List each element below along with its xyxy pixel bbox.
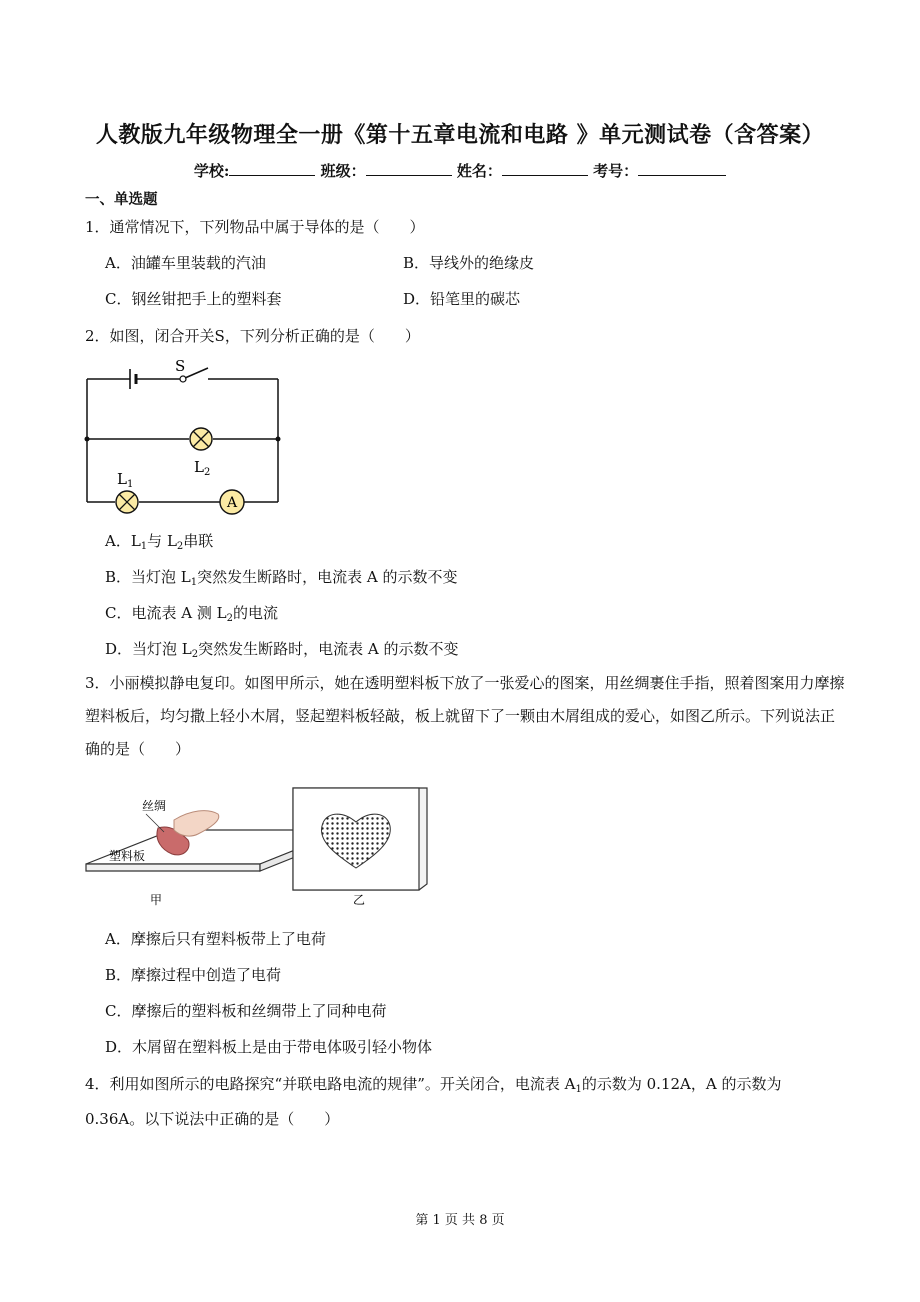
section-title: 一、单选题 — [85, 191, 158, 208]
switch-label: S — [175, 357, 186, 375]
document-title: 人教版九年级物理全一册《第十五章电流和电路 》单元测试卷（含答案） — [95, 122, 825, 148]
q3-figure — [80, 786, 430, 916]
lamp-l2-label: $L_2$ — [194, 458, 211, 478]
caption-jia: 甲 — [150, 893, 163, 907]
switch-blade — [185, 368, 208, 378]
q3-option-a: A．摩擦后只有塑料板带上了电荷 — [105, 930, 326, 948]
silk-label: 丝绸 — [142, 799, 167, 813]
lamp-l2 — [190, 428, 212, 450]
name-blank — [502, 161, 588, 176]
q1-option-a: A．油罐车里装载的汽油 — [105, 254, 266, 272]
q3-stem: 3．小丽模拟静电复印。如图甲所示，她在透明塑料板下放了一张爱心的图案，用丝绸裹住手指，照着图案用力摩擦塑料板后，均匀撒上轻小木屑，竖起塑料板轻敲，板上就留下了一颗由木屑组成的爱心，如图乙所示。下列说法正确的是（ ） — [85, 674, 845, 758]
exam-number-label: 考号： — [593, 162, 639, 180]
q4-stem-line1: 4．利用如图所示的电路探究“并联电路电流的规律”。开关闭合，电流表 $A_1$的示数为 0.12A，A 的示数为 — [85, 1075, 782, 1095]
lamp-l1 — [116, 491, 138, 513]
q1-option-d: D．铅笔里的碳芯 — [403, 290, 521, 308]
board-label: 塑料板 — [109, 849, 146, 863]
q2-option-a: A．$L_1$与 $L_2$串联 — [105, 532, 214, 552]
junction-left — [85, 437, 90, 442]
school-label: 学校: — [193, 162, 230, 180]
class-label: 班级： — [320, 162, 366, 180]
q2-option-c: C．电流表 A 测 $L_2$的电流 — [105, 604, 278, 624]
junction-right — [276, 437, 281, 442]
school-blank — [229, 161, 315, 176]
lamp-l1-label: $L_1$ — [117, 470, 134, 490]
ammeter-a — [220, 490, 244, 514]
exam-number-blank — [638, 161, 726, 176]
q3-option-b: B．摩擦过程中创造了电荷 — [105, 966, 282, 984]
student-info-line — [0, 160, 920, 181]
silk-pointer — [146, 814, 164, 832]
class-blank — [366, 161, 452, 176]
caption-yi: 乙 — [353, 893, 366, 907]
q2-option-b: B．当灯泡 $L_1$突然发生断路时，电流表 A 的示数不变 — [105, 568, 458, 588]
q2-stem: 2．如图，闭合开关S，下列分析正确的是（ ） — [85, 327, 420, 345]
q3-option-d: D．木屑留在塑料板上是由于带电体吸引轻小物体 — [105, 1038, 433, 1056]
q3-option-c: C．摩擦后的塑料板和丝绸带上了同种电荷 — [105, 1002, 387, 1020]
q1-stem: 1．通常情况下，下列物品中属于导体的是（ ） — [85, 218, 425, 236]
switch-pivot — [180, 376, 186, 382]
q2-circuit-diagram — [80, 352, 290, 522]
name-label: 姓名： — [456, 162, 502, 180]
q1-option-b: B．导线外的绝缘皮 — [403, 254, 535, 272]
q2-option-d: D．当灯泡 $L_2$突然发生断路时，电流表 A 的示数不变 — [105, 640, 459, 660]
svg-text:A: A — [226, 495, 238, 511]
page-footer: 第 1 页 共 8 页 — [415, 1213, 505, 1228]
q1-option-c: C．钢丝钳把手上的塑料套 — [105, 290, 282, 308]
q4-stem-line2: 0.36A。以下说法中正确的是（ ） — [85, 1110, 340, 1128]
